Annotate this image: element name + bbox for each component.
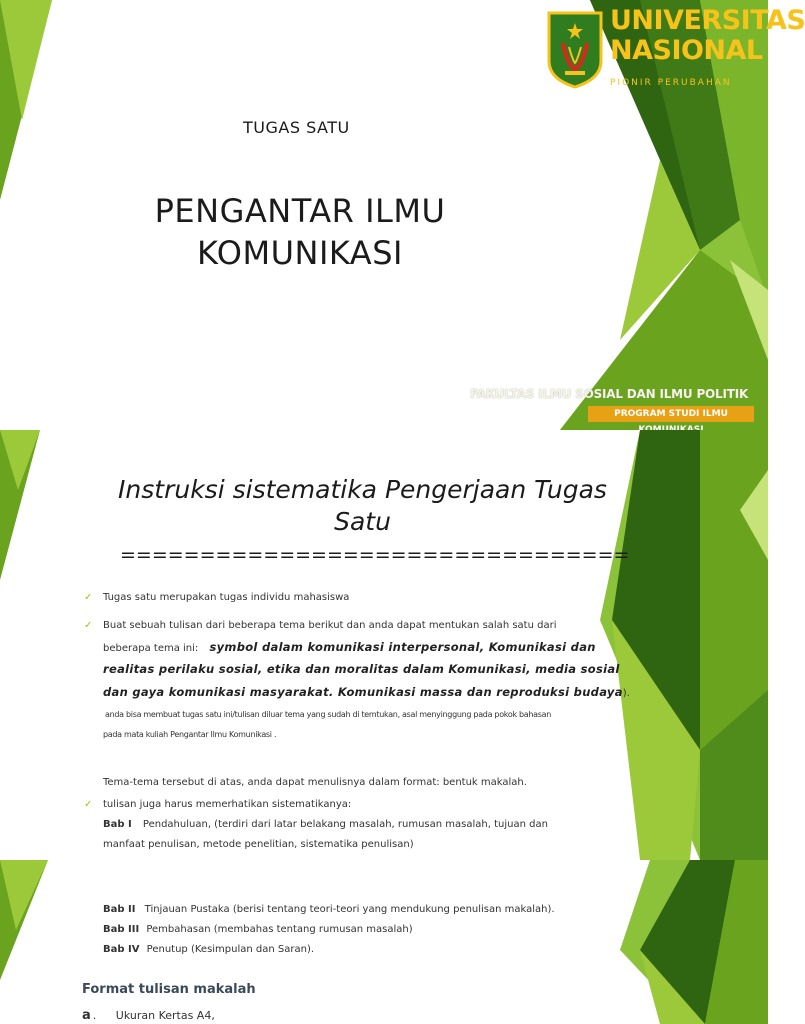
program-badge: PROGRAM STUDI ILMU: [588, 406, 754, 422]
note-line1: anda bisa membuat tugas satu ini/tulisan diluar tema yang sudah di temtukan, asal menyinggung pada pokok bahasan: [105, 710, 552, 719]
title-slide: [0, 0, 805, 430]
university-tagline: PIONIR PERUBAHAN: [610, 78, 732, 88]
assignment-kicker: TUGAS SATU: [243, 118, 350, 137]
university-crest-icon: [545, 9, 605, 89]
bullet-3-text: tulisan juga harus memerhatikan sistematikanya:: [103, 799, 352, 810]
bab-3-label: Bab III: [103, 924, 140, 935]
faculty-name: FAKULTAS ILMU SOSIAL DAN ILMU POLITIK: [470, 387, 749, 401]
themes-emphasis-2: realitas perilaku sosial, etika dan moralitas dalam Komunikasi, media sosial: [103, 662, 620, 676]
check-icon: ✓: [84, 620, 93, 631]
format-line: Tema-tema tersebut di atas, anda dapat menulisnya dalam format: bentuk makalah.: [103, 777, 527, 788]
university-name-line2: NASIONAL: [610, 35, 763, 66]
course-title-line2: KOMUNIKASI: [197, 234, 403, 272]
item-a-letter: [82, 1008, 96, 1023]
bab-1-line1: [103, 819, 548, 830]
note-line2: pada mata kuliah Pengantar Ilmu Komunikasi .: [103, 730, 277, 739]
item-a-text: Ukuran Kertas A4,: [115, 1009, 215, 1022]
instruction-title-line1: Instruksi sistematika Pengerjaan Tugas: [118, 475, 607, 504]
format-item-a: [82, 1008, 215, 1023]
themes-emphasis-1: symbol dalam komunikasi interpersonal, Komunikasi dan: [209, 640, 596, 654]
university-name: [610, 6, 805, 66]
check-icon: ✓: [84, 799, 93, 810]
bab-4-label: Bab IV: [103, 944, 140, 955]
bab-3-line: [103, 924, 413, 935]
instruction-slide: [0, 430, 768, 860]
title-rule: ================================: [120, 544, 630, 566]
bab-1-label: Bab I: [103, 819, 132, 830]
format-heading: Format tulisan makalah: [82, 982, 256, 997]
bullet-2-line2: [103, 640, 596, 654]
instruction-title-line2: Satu: [334, 507, 391, 536]
bab-4-line: [103, 944, 314, 955]
check-icon: ✓: [84, 592, 93, 603]
bab-2-line: [103, 904, 555, 915]
bullet-2-prefix: beberapa tema ini:: [103, 643, 199, 654]
bullet-2-line4: [103, 685, 630, 699]
bab-1-text: Pendahuluan, (terdiri dari latar belakang masalah, rumusan masalah, tujuan dan: [142, 819, 548, 830]
course-title: [130, 190, 470, 274]
instruction-title: [90, 474, 635, 538]
themes-emphasis-3: dan gaya komunikasi masyarakat. Komunikasi massa dan reproduksi budaya: [103, 685, 623, 699]
item-a-dot: .: [92, 1009, 97, 1022]
outline-slide: [0, 860, 768, 1024]
bab-1-line2: manfaat penulisan, metode penelitian, sistematika penulisan): [103, 839, 414, 850]
item-a-letter-char: a: [82, 1008, 91, 1023]
slide3-background-shapes: [0, 860, 768, 1024]
course-title-line1: PENGANTAR ILMU: [154, 192, 446, 230]
bullet-2-line3: [103, 662, 620, 676]
bab-2-label: Bab II: [103, 904, 136, 915]
bullet-2-line1: Buat sebuah tulisan dari beberapa tema berikut dan anda dapat mentukan salah satu dari: [103, 620, 557, 631]
bab-2-text: Tinjauan Pustaka (berisi tentang teori-teori yang mendukung penulisan makalah).: [144, 904, 555, 915]
university-name-line1: UNIVERSITAS: [610, 5, 805, 36]
bab-4-text: Penutup (Kesimpulan dan Saran).: [146, 944, 315, 955]
bullet-1-text: Tugas satu merupakan tugas individu mahasiswa: [103, 592, 350, 603]
bab-3-text: Pembahasan (membahas tentang rumusan masalah): [146, 924, 413, 935]
bullet-2-suffix: ).: [622, 688, 630, 699]
